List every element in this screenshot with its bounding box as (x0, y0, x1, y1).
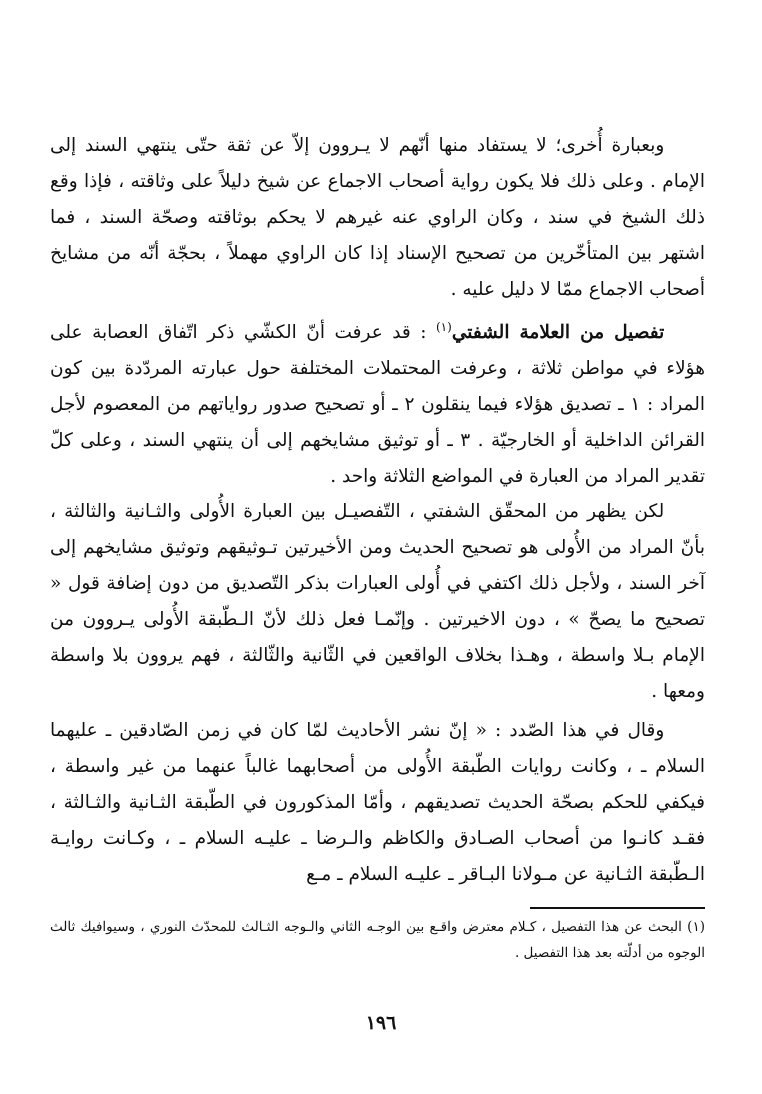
paragraph-3 (50, 494, 705, 710)
footnote-divider (530, 907, 705, 909)
paragraph-1 (50, 128, 705, 308)
paragraph-4-text: وقال في هذا الصّدد : « إنّ نشر الأحاديث لمّا كان في زمن الصّادقين ـ عليهما السلام ـ ، وكانت روايات الطّبقة الأُولى من أصحابهما غالباً عنهما من غير واسطة ، فيكفي للحكم بصحّة الحديث تصديقهم ، وأمّا المذكورون في الطّبقة الثـانية والثـالثة ، فقـد كانـوا من أصحاب الصـادق والكاظم والـرضا ـ عليـه السلام ـ ، وكـانت روايـة الـطّبقة الثـانية عن مـولانا البـاقر ـ عليـه السلام ـ مـع (50, 720, 705, 885)
paragraph-2 (50, 315, 705, 495)
section-heading: تفصيل من العلامة الشفتي (451, 322, 665, 343)
paragraph-1-text: وبعبارة أُخرى؛ لا يستفاد منها أنّهم لا يـروون إلاّ عن ثقة حتّى ينتهي السند إلى الإمام . وعلى ذلك فلا يكون رواية أصحاب الاجماع عن شيخ دليلاً على وثاقته ، فإذا وقع ذلك الشيخ في سند ، وكان الراوي عنه غيرهم لا يحكم بوثاقته وصحّة السند ، فما اشتهر بين المتأخّرين من تصحيح الإسناد إذا كان الراوي مهملاً ، بحجّة أنّه من مشايخ أصحاب الاجماع ممّا لا دليل عليه . (50, 135, 705, 300)
page-number: ١٩٦ (365, 1012, 397, 1034)
footnote-text: (١) البحث عن هذا التفصيل ، كـلام معترض واقـع بين الوجـه الثاني والـوجه الثـالث للمحدّث النوري ، وسيوافيك ثالث الوجوه من أدلّته بعد هذا التفصيل . (50, 919, 705, 961)
paragraph-3-text: لكن يظهر من المحقّق الشفتي ، التّفصيـل بين العبارة الأُولى والثـانية والثالثة ، بأنّ المراد من الأُولى هو تصحيح الحديث ومن الأخيرتين تـوثيقهم وتوثيق مشايخهم إلى آخر السند ، ولأجل ذلك اكتفي في أُولى العبارات بذكر التّصديق من دون إضافة قول « تصحيح ما يصحّ » ، دون الاخيرتين . وإنّمـا فعل ذلك لأنّ الـطّبقة الأُولى يـروون من الإمام بـلا واسطة ، وهـذا بخلاف الواقعين في الثّانية والثّالثة ، فهم يروون بلا واسطة ومعها . (50, 501, 705, 702)
footnote (50, 914, 705, 966)
paragraph-2-body: : قد عرفت أنّ الكشّي ذكر اتّفاق العصابة على هؤلاء في مواطن ثلاثة ، وعرفت المحتملات المختلفة حول عبارته المردّدة بين كون المراد : ١ ـ تصديق هؤلاء فيما ينقلون ٢ ـ أو تصحيح صدور رواياتهم من المعصوم لأجل القرائن الداخلية أو الخارجيّة . ٣ ـ أو توثيق مشايخهم إلى أن ينتهي السند ، وعلى كلّ تقدير المراد من العبارة في المواضع الثلاثة واحد . (50, 322, 705, 487)
paragraph-4 (50, 713, 705, 893)
paragraph-2-text (50, 315, 705, 495)
footnote-marker: (١) (435, 319, 452, 334)
